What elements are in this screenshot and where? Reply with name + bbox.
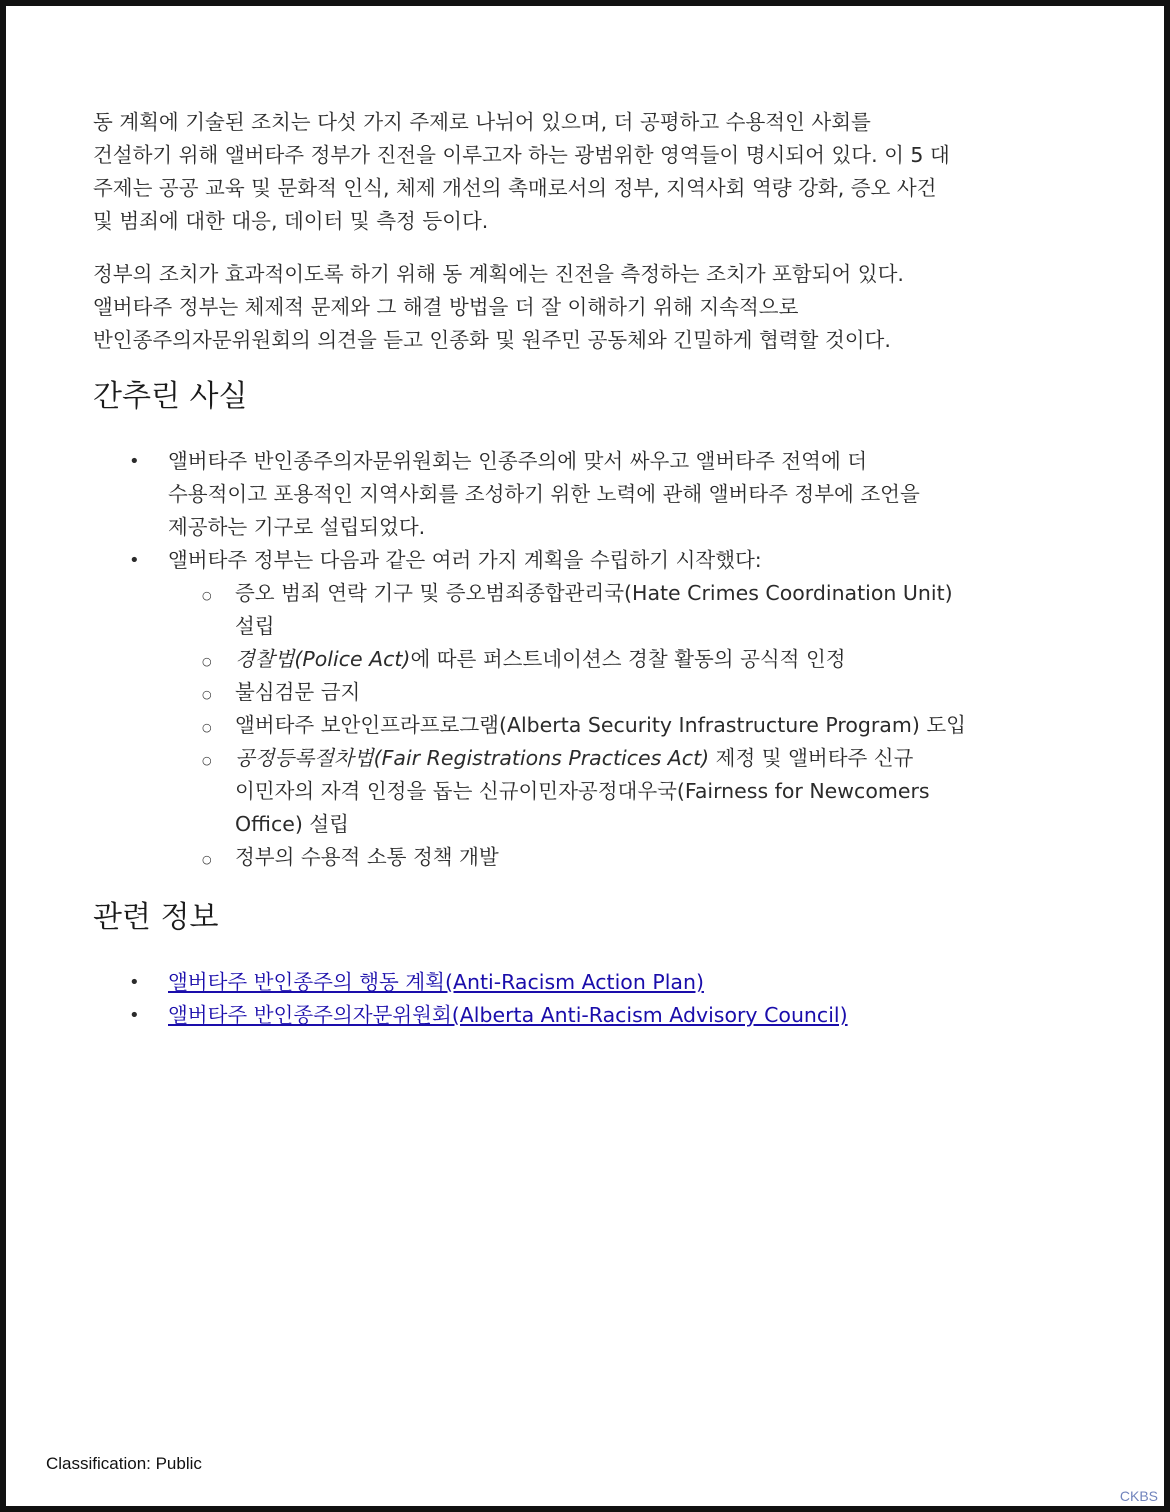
related-links-list xyxy=(93,966,1103,1032)
initiative-text: ○ 정부의 수용적 소통 정책 개발 xyxy=(235,845,499,869)
act-name-italic: 경찰법(Police Act) xyxy=(235,647,411,671)
watermark: CKBS xyxy=(1119,1488,1158,1504)
initiative-text: 설립 xyxy=(235,614,275,638)
facts-list xyxy=(93,445,1103,874)
intro-paragraph-2 xyxy=(93,258,1103,357)
anti-racism-action-plan-link[interactable]: 앨버타주 반인종주의 행동 계획(Anti-Racism Action Plan) xyxy=(168,970,704,994)
paragraph-line: 반인종주의자문위원회의 의견을 듣고 인종화 및 원주민 공동체와 긴밀하게 협력할 것이다. xyxy=(93,328,891,352)
initiatives-sublist xyxy=(168,577,1103,874)
sub-list-item xyxy=(168,742,1103,841)
sub-list-item xyxy=(168,577,1103,643)
paragraph-line: 정부의 조치가 효과적이도록 하기 위해 동 계획에는 진전을 측정하는 조치가 포함되어 있다. xyxy=(93,262,904,286)
document-body xyxy=(93,106,1103,1056)
related-heading: 관련 정보 xyxy=(93,900,219,935)
initiative-text xyxy=(235,742,1103,775)
paragraph-line: 건설하기 위해 앨버타주 정부가 진전을 이루고자 하는 광범위한 영역들이 명시되어 있다. 이 5 대 xyxy=(93,143,950,167)
sub-list-item xyxy=(168,643,1103,676)
list-item xyxy=(93,999,1103,1032)
initiative-text: ○ 앨버타주 보안인프라프로그램(Alberta Security Infrastructure Program) 도입 xyxy=(235,713,966,737)
initiative-text: 이민자의 자격 인정을 돕는 신규이민자공정대우국(Fairness for Newcomers xyxy=(235,779,930,803)
initiative-text-rest: 제정 및 앨버타주 신규 xyxy=(709,746,914,770)
paragraph-line: 앨버타주 정부는 체제적 문제와 그 해결 방법을 더 잘 이해하기 위해 지속적으로 xyxy=(93,295,799,319)
fact-line: • 앨버타주 정부는 다음과 같은 여러 가지 계획을 수립하기 시작했다: xyxy=(168,548,762,572)
intro-paragraph-1 xyxy=(93,106,1103,238)
fact-line: • 앨버타주 반인종주의자문위원회는 인종주의에 맞서 싸우고 앨버타주 전역에 더 xyxy=(168,449,868,473)
advisory-council-link[interactable]: 앨버타주 반인종주의자문위원회(Alberta Anti-Racism Advisory Council) xyxy=(168,1003,848,1027)
paragraph-line: 주제는 공공 교육 및 문화적 인식, 체제 개선의 촉매로서의 정부, 지역사회 역량 강화, 증오 사건 xyxy=(93,176,937,200)
classification-label: Classification: Public xyxy=(46,1454,202,1473)
initiative-text: ○ 증오 범죄 연락 기구 및 증오범죄종합관리국(Hate Crimes Coordination Unit) xyxy=(235,581,953,605)
sub-list-item xyxy=(168,676,1103,709)
fact-line: 수용적이고 포용적인 지역사회를 조성하기 위한 노력에 관해 앨버타주 정부에 조언을 xyxy=(168,482,920,506)
initiative-text-rest: 에 따른 퍼스트네이션스 경찰 활동의 공식적 인정 xyxy=(410,647,846,671)
facts-heading: 간추린 사실 xyxy=(93,379,248,414)
fact-line: 제공하는 기구로 설립되었다. xyxy=(168,515,426,539)
initiative-text: Office) 설립 xyxy=(235,812,349,836)
list-item xyxy=(93,966,1103,999)
initiative-text: ○ 불심검문 금지 xyxy=(235,680,361,704)
sub-list-item xyxy=(168,841,1103,874)
sub-list-item xyxy=(168,709,1103,742)
initiative-text xyxy=(235,643,1103,676)
act-name-italic: 공정등록절차법(Fair Registrations Practices Act) xyxy=(235,746,710,770)
list-item xyxy=(93,445,1103,544)
list-item xyxy=(93,544,1103,874)
paragraph-line: 동 계획에 기술된 조치는 다섯 가지 주제로 나뉘어 있으며, 더 공평하고 수용적인 사회를 xyxy=(93,110,871,134)
paragraph-line: 및 범죄에 대한 대응, 데이터 및 측정 등이다. xyxy=(93,209,489,233)
